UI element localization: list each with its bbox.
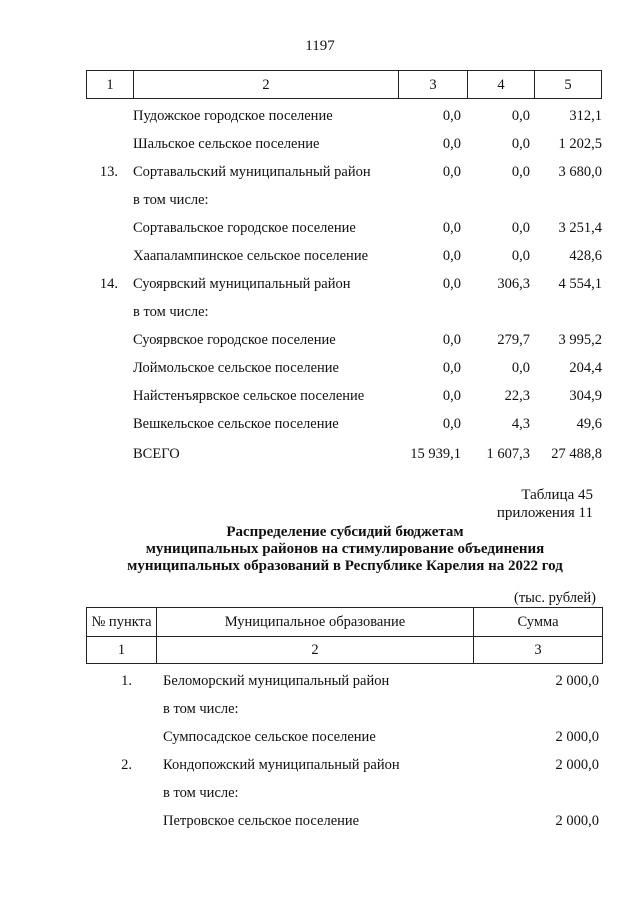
- table-row: [86, 729, 603, 749]
- row-value-5: 49,6: [576, 416, 602, 432]
- row-sum: 2 000,0: [555, 673, 599, 689]
- row-name: Шальское сельское поселение: [133, 136, 320, 152]
- row-value-4: 0,0: [511, 360, 530, 376]
- row-value-4: 0,0: [511, 108, 530, 124]
- row-value-5: 1 202,5: [558, 136, 602, 152]
- table2-colnum-1: 1: [117, 642, 126, 658]
- table-row: [86, 108, 602, 128]
- row-number: 2.: [121, 757, 132, 773]
- table1-header: [86, 70, 602, 99]
- table-row: [86, 757, 603, 777]
- row-name: Сумпосадское сельское поселение: [163, 729, 376, 745]
- row-value-3: 0,0: [442, 276, 461, 292]
- row-value-3: 0,0: [442, 416, 461, 432]
- row-value-5: 3 680,0: [558, 164, 602, 180]
- row-name: Лоймольское сельское поселение: [133, 360, 339, 376]
- row-value-3: 0,0: [442, 388, 461, 404]
- row-name: в том числе:: [163, 701, 239, 717]
- table-row: [86, 332, 602, 352]
- row-value-5: 27 488,8: [551, 446, 602, 462]
- row-number: 13.: [99, 164, 118, 180]
- row-value-4: 0,0: [511, 220, 530, 236]
- row-value-4: 306,3: [497, 276, 530, 292]
- row-value-5: 312,1: [569, 108, 602, 124]
- row-name: Вешкельское сельское поселение: [133, 416, 339, 432]
- table-row: [86, 416, 602, 436]
- subsidy-table-continued: [86, 70, 602, 462]
- table-title-line-3: муниципальных образований в Республике Карелия на 2022 год: [127, 558, 563, 574]
- row-name: в том числе:: [163, 785, 239, 801]
- row-name: Пудожское городское поселение: [133, 108, 333, 124]
- row-value-4: 0,0: [511, 248, 530, 264]
- row-number: 1.: [121, 673, 132, 689]
- row-name: Кондопожский муниципальный район: [163, 757, 400, 773]
- table2-header-num: № пункта: [91, 614, 152, 630]
- row-value-5: 428,6: [569, 248, 602, 264]
- row-name: Сортавальское городское поселение: [133, 220, 356, 236]
- table-row: [86, 304, 602, 324]
- row-value-4: 1 607,3: [486, 446, 530, 462]
- row-value-4: 4,3: [511, 416, 530, 432]
- row-name: ВСЕГО: [133, 446, 180, 462]
- subsidy-distribution-table: [86, 607, 603, 829]
- units-label: (тыс. рублей): [514, 590, 596, 606]
- table-title-line-2: муниципальных районов на стимулирование объединения: [145, 541, 545, 557]
- row-value-5: 3 251,4: [558, 220, 602, 236]
- table-row: [86, 164, 602, 184]
- table-row: [86, 388, 602, 408]
- table2-header-sum: Сумма: [517, 614, 559, 630]
- row-sum: 2 000,0: [555, 757, 599, 773]
- row-value-3: 0,0: [442, 332, 461, 348]
- row-name: Сортавальский муниципальный район: [133, 164, 371, 180]
- row-sum: 2 000,0: [555, 813, 599, 829]
- table-row: [86, 248, 602, 268]
- row-value-4: 0,0: [511, 164, 530, 180]
- row-value-4: 279,7: [497, 332, 530, 348]
- table-row: [86, 276, 602, 296]
- row-name: Беломорский муниципальный район: [163, 673, 390, 689]
- row-value-3: 15 939,1: [410, 446, 461, 462]
- table1-col-3: 3: [429, 77, 437, 93]
- table-row-total: [86, 446, 602, 466]
- row-name: Найстенъярвское сельское поселение: [133, 388, 365, 404]
- row-name: в том числе:: [133, 304, 209, 320]
- table2-header: [86, 607, 603, 664]
- row-value-3: 0,0: [442, 248, 461, 264]
- row-number: 14.: [99, 276, 118, 292]
- row-value-3: 0,0: [442, 220, 461, 236]
- row-name: Петровское сельское поселение: [163, 813, 360, 829]
- row-value-3: 0,0: [442, 360, 461, 376]
- table-title-line-1: Распределение субсидий бюджетам: [226, 524, 464, 540]
- table-caption-appendix: приложения 11: [496, 505, 593, 521]
- table-row: [86, 673, 603, 693]
- table-row: [86, 701, 603, 721]
- row-name: в том числе:: [133, 192, 209, 208]
- row-sum: 2 000,0: [555, 729, 599, 745]
- row-value-3: 0,0: [442, 108, 461, 124]
- row-value-5: 204,4: [569, 360, 602, 376]
- row-value-3: 0,0: [442, 164, 461, 180]
- table2-colnum-2: 2: [311, 642, 319, 658]
- table-row: [86, 360, 602, 380]
- table2-colnum-3: 3: [534, 642, 542, 658]
- table-row: [86, 220, 602, 240]
- row-value-3: 0,0: [442, 136, 461, 152]
- row-value-5: 3 995,2: [558, 332, 602, 348]
- row-name: Хаапалампинское сельское поселение: [133, 248, 369, 264]
- table-row: [86, 192, 602, 212]
- row-value-4: 22,3: [504, 388, 530, 404]
- page-number: 1197: [305, 38, 335, 54]
- row-value-5: 304,9: [569, 388, 602, 404]
- table-row: [86, 785, 603, 805]
- table1-col-5: 5: [564, 77, 572, 93]
- row-value-4: 0,0: [511, 136, 530, 152]
- table-row: [86, 813, 603, 833]
- table1-col-2: 2: [262, 77, 270, 93]
- row-name: Суоярвское городское поселение: [133, 332, 336, 348]
- row-name: Суоярвский муниципальный район: [133, 276, 351, 292]
- table-caption-number: Таблица 45: [521, 487, 593, 503]
- table-row: [86, 136, 602, 156]
- table1-col-1: 1: [106, 77, 114, 93]
- row-value-5: 4 554,1: [558, 276, 602, 292]
- table1-col-4: 4: [497, 77, 505, 93]
- table2-header-name: Муниципальное образование: [224, 614, 406, 630]
